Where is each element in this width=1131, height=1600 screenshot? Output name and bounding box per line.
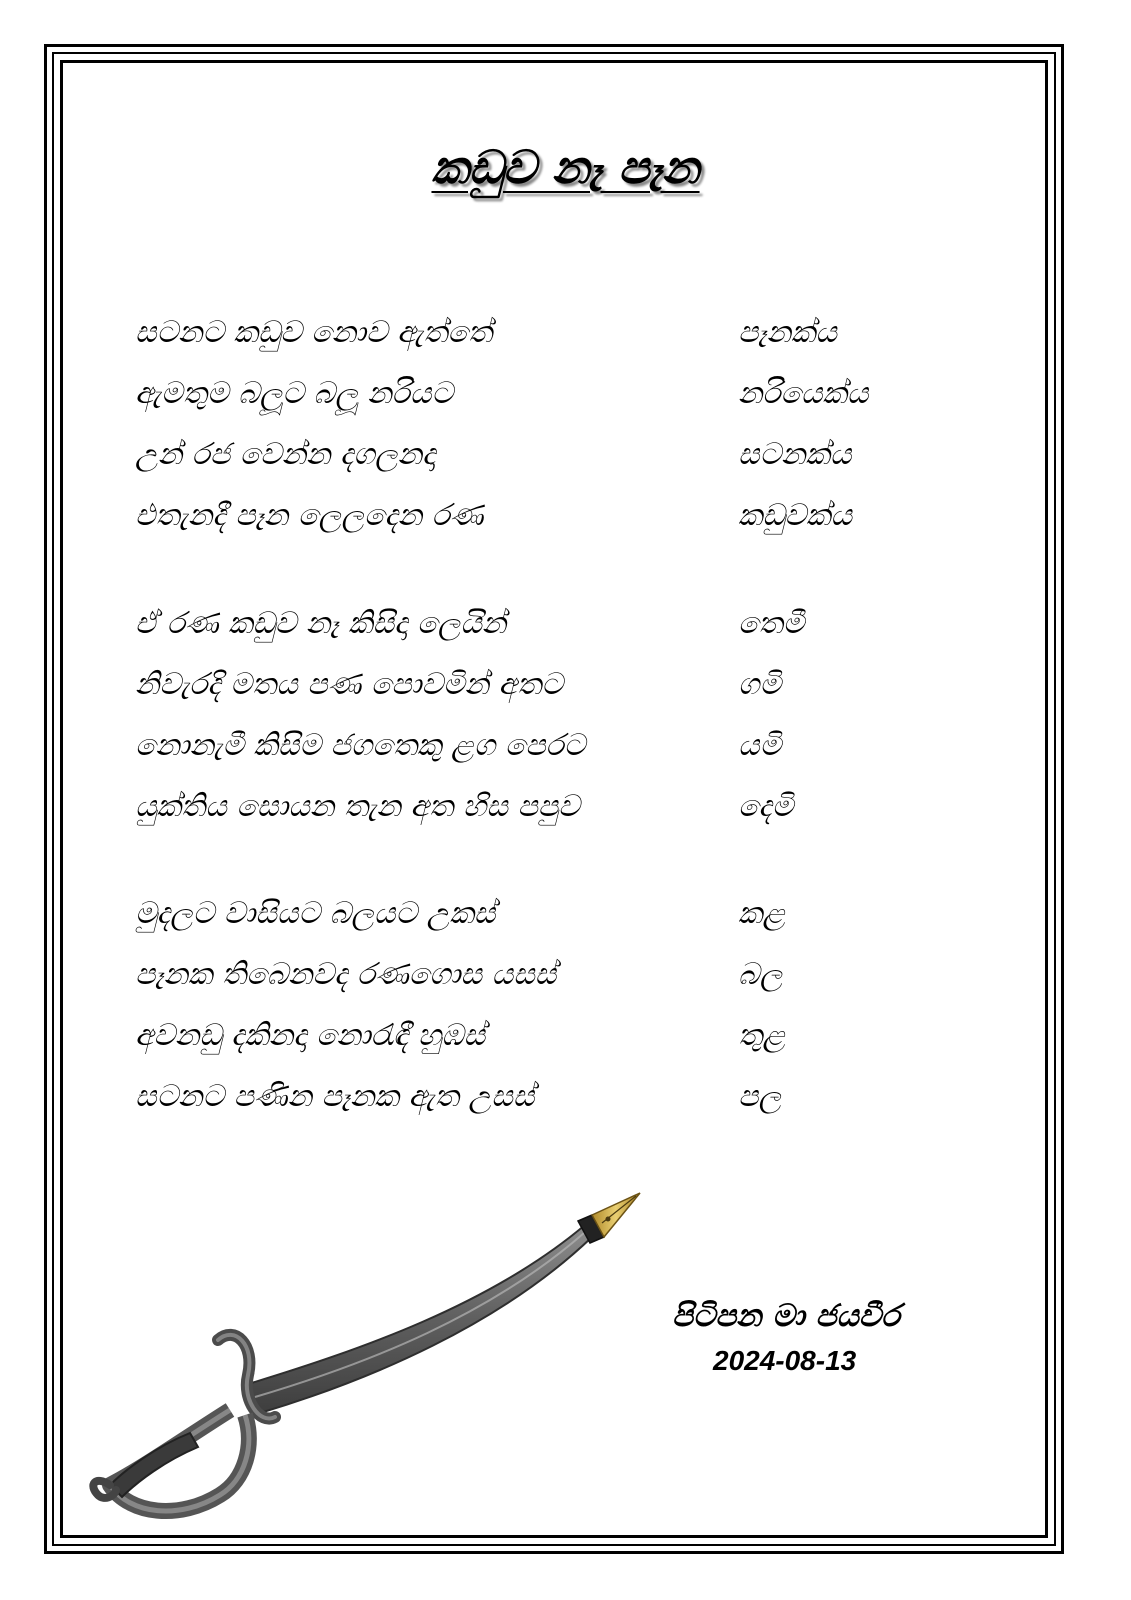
verse-line: [135, 376, 935, 437]
verse-line: [135, 437, 935, 498]
verse-text: සටනට පණින පෑනක ඇත උසස්: [135, 1079, 535, 1114]
poem-title: කඩුව නෑ පෑන: [431, 140, 700, 194]
verse-end-word: සටනක්ය: [738, 437, 852, 472]
date: 2024-08-13: [713, 1345, 857, 1376]
verse-line: [135, 957, 935, 1018]
verse-end-word: බල: [738, 957, 783, 992]
verse-text: සටනට කඩුව නොව ඇත්තේ: [135, 315, 493, 350]
stanza-3: [135, 896, 935, 1140]
stanza-2: [135, 606, 935, 850]
verse-end-word: කඩුවක්ය: [738, 498, 853, 533]
verse-line: [135, 667, 935, 728]
author-name: පිටිපන මා ජයවීර: [672, 1298, 900, 1334]
verse-line: [135, 1079, 935, 1140]
verse-text: එතැනදී පෑන ලෙලදෙන රණ: [135, 498, 484, 533]
verse-text: අවනඩු දකිනදා නොරැඳී හුඹස්: [135, 1018, 486, 1053]
verse-text: මුදලට වාසියට බලයට උකස්: [135, 896, 496, 931]
verse-line: [135, 315, 935, 376]
sword-with-pen-nib-icon: [70, 1185, 660, 1535]
verse-end-word: නරියෙක්ය: [738, 376, 869, 411]
verse-end-word: කළ: [738, 896, 786, 931]
verse-text: නිවැරදි මතය පණ පොවමින් අතට: [135, 667, 563, 702]
stanza-1: [135, 315, 935, 559]
verse-end-word: තෙමී: [738, 606, 805, 641]
verse-line: [135, 896, 935, 957]
verse-text: යුක්තිය සොයන තැන අත හිස පපුව: [135, 789, 580, 824]
verse-line: [135, 606, 935, 667]
verse-end-word: පෑනක්ය: [738, 315, 837, 350]
verse-end-word: තුළ: [738, 1018, 786, 1053]
verse-text: උන් රජ වෙන්න දගලනදා: [135, 437, 436, 472]
verse-text: ඇමතුම බලූට බලූ නරියට: [135, 376, 454, 411]
verse-line: [135, 498, 935, 559]
verse-end-word: යමි: [738, 728, 782, 763]
verse-text: පෑනක තිබෙනවද රණගොස යසස්: [135, 957, 557, 992]
verse-end-word: දෙමි: [738, 789, 794, 824]
verse-line: [135, 789, 935, 850]
verse-text: නොනැමී කිසිම ජගතෙකු ළග පෙරට: [135, 728, 586, 763]
verse-line: [135, 1018, 935, 1079]
verse-line: [135, 728, 935, 789]
verse-end-word: ගමි: [738, 667, 782, 702]
verse-text: ඒ රණ කඩුව නෑ කිසිදා ලෙයින්: [135, 606, 507, 641]
verse-end-word: පල: [738, 1079, 782, 1114]
